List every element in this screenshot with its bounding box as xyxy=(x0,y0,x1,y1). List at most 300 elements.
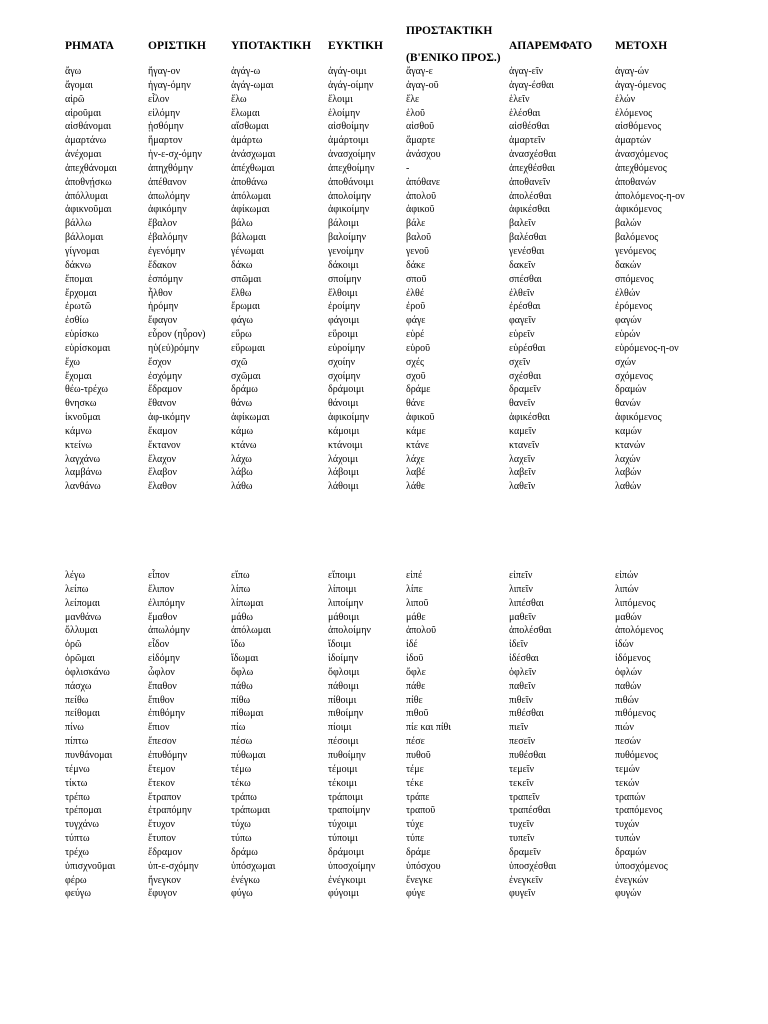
cell-participle: πυθόμενος xyxy=(615,749,658,761)
cell-indicative: ἔβαλον xyxy=(148,218,177,230)
cell-verb: εὑρίσκω xyxy=(65,329,99,341)
cell-infinitive: εἰπεῖν xyxy=(509,570,533,581)
cell-imperative: γενοῦ xyxy=(406,245,429,257)
cell-participle: εὑρόμενος-η-ον xyxy=(615,342,679,354)
cell-infinitive: καμεῖν xyxy=(509,425,536,437)
cell-indicative: ᾐσθόμην xyxy=(148,121,184,133)
cell-verb: πείθομαι xyxy=(65,708,101,720)
cell-imperative: φύγε xyxy=(406,888,426,900)
cell-indicative: ἐβαλόμην xyxy=(148,232,188,244)
cell-optative: ἰδοίμην xyxy=(328,653,359,665)
cell-subjunctive: ἀγάγ-ωμαι xyxy=(231,79,274,91)
cell-participle: δραμών xyxy=(615,384,647,396)
cell-imperative: ἑλοῦ xyxy=(406,107,425,119)
cell-optative: κάμοιμι xyxy=(328,425,360,437)
cell-indicative: ἔτυχον xyxy=(148,819,175,831)
cell-infinitive: ἀπολέσθαι xyxy=(509,190,552,202)
cell-verb: τέμνω xyxy=(65,763,90,775)
cell-imperative: ἰδοῦ xyxy=(406,653,424,665)
cell-participle: ὀφλών xyxy=(615,666,642,678)
cell-participle: ἀγαγ-ών xyxy=(615,66,649,77)
cell-subjunctive: πέσω xyxy=(231,736,253,748)
cell-indicative: εἶδον xyxy=(148,639,170,651)
cell-infinitive: εὑρεῖν xyxy=(509,329,535,341)
cell-infinitive: τυχεῖν xyxy=(509,819,534,831)
cell-imperative: λιποῦ xyxy=(406,597,429,609)
cell-verb: ὁρῶ xyxy=(65,639,82,651)
table-row xyxy=(0,383,768,397)
cell-indicative: ἔδακον xyxy=(148,259,177,271)
cell-subjunctive: φάγω xyxy=(231,315,254,327)
cell-infinitive: ἀπολέσθαι xyxy=(509,625,552,637)
cell-subjunctive: τύχω xyxy=(231,819,251,831)
table-row xyxy=(0,176,768,190)
cell-subjunctive: τράπω xyxy=(231,791,257,803)
cell-imperative: πιθοῦ xyxy=(406,708,429,720)
cell-optative: βάλοιμι xyxy=(328,218,359,230)
cell-subjunctive: ἕλω xyxy=(231,93,247,105)
cell-indicative: ἔλαβον xyxy=(148,467,177,479)
cell-infinitive: ὀφλεῖν xyxy=(509,666,537,678)
cell-optative: ἀφικοίμην xyxy=(328,412,370,424)
cell-imperative: τέκε xyxy=(406,777,424,789)
cell-verb: τρέπομαι xyxy=(65,805,102,817)
cell-verb: αἰσθάνομαι xyxy=(65,121,112,133)
cell-subjunctive: δάκω xyxy=(231,259,253,271)
cell-indicative: ἦλθον xyxy=(148,287,173,299)
cell-verb: τρέχω xyxy=(65,846,90,858)
cell-participle: ἐρόμενος xyxy=(615,301,653,313)
table-row xyxy=(0,93,768,107)
table-row xyxy=(0,707,768,721)
cell-verb: τρέπω xyxy=(65,791,90,803)
cell-infinitive: βαλέσθαι xyxy=(509,232,547,244)
table-row xyxy=(0,231,768,245)
cell-participle: τυχών xyxy=(615,819,640,831)
cell-infinitive: τραπέσθαι xyxy=(509,805,551,817)
cell-verb: αἱροῦμαι xyxy=(65,107,102,119)
table-row xyxy=(0,370,768,384)
cell-subjunctive: πύθωμαι xyxy=(231,749,266,761)
table-row xyxy=(0,466,768,480)
cell-subjunctive: ὑπόσχωμαι xyxy=(231,860,276,872)
table-row xyxy=(0,79,768,93)
cell-optative: ἴδοιμι xyxy=(328,639,352,651)
cell-indicative: ἠν-ε-σχ-όμην xyxy=(148,149,202,161)
cell-infinitive: ἰδέσθαι xyxy=(509,653,539,665)
cell-optative: τέμοιμι xyxy=(328,763,358,775)
cell-verb: ἀπεχθάνομαι xyxy=(65,162,117,174)
cell-optative: λιποίμην xyxy=(328,597,364,609)
table-row xyxy=(0,107,768,121)
cell-subjunctive: πάθω xyxy=(231,680,253,692)
cell-imperative: βαλοῦ xyxy=(406,232,432,244)
cell-verb: αἱρῶ xyxy=(65,93,85,105)
cell-infinitive: ἀπεχθέσθαι xyxy=(509,162,556,174)
cell-participle: σχόμενος xyxy=(615,370,653,382)
cell-participle: δραμών xyxy=(615,846,647,858)
cell-subjunctive: γένωμαι xyxy=(231,245,265,257)
table-row xyxy=(0,860,768,874)
cell-participle: ἀπολόμενος xyxy=(615,625,664,637)
cell-subjunctive: ἁμάρτω xyxy=(231,135,263,147)
table-row xyxy=(0,65,768,79)
cell-indicative: ἐπυθόμην xyxy=(148,749,188,761)
cell-verb: λαγχάνω xyxy=(65,453,101,465)
cell-participle: κτανών xyxy=(615,439,645,451)
cell-imperative: θάνε xyxy=(406,398,425,410)
cell-subjunctive: δράμω xyxy=(231,384,258,396)
cell-imperative: εὑροῦ xyxy=(406,342,431,354)
cell-participle: εὑρών xyxy=(615,329,641,341)
cell-optative: ἐροίμην xyxy=(328,301,360,313)
cell-participle: αἰσθόμενος xyxy=(615,121,662,133)
cell-optative: ἐνέγκοιμι xyxy=(328,874,366,886)
header-imperative-note: (Β'ΕΝΙΚΟ ΠΡΟΣ.) xyxy=(406,52,501,64)
cell-participle: τραπόμενος xyxy=(615,805,663,817)
cell-participle: ἀπεχθόμενος xyxy=(615,162,667,174)
cell-indicative: ηὑ(εὑ)ρόμην xyxy=(148,342,200,354)
cell-imperative: σχοῦ xyxy=(406,370,426,382)
cell-imperative: ὄφλε xyxy=(406,666,426,678)
cell-infinitive: ἐρέσθαι xyxy=(509,301,541,313)
cell-participle: πιών xyxy=(615,722,634,734)
cell-imperative: ὑπόσχου xyxy=(406,860,441,872)
cell-infinitive: κτανεῖν xyxy=(509,439,540,451)
cell-participle: λαβών xyxy=(615,467,642,479)
cell-optative: ἀγάγ-οιμι xyxy=(328,66,367,77)
cell-imperative: ἀπόθανε xyxy=(406,176,441,188)
cell-verb: ἄγω xyxy=(65,66,82,77)
cell-imperative: μάθε xyxy=(406,611,426,623)
cell-imperative: ἄγαγ-ε xyxy=(406,66,433,77)
cell-optative: ἑλοίμην xyxy=(328,107,360,119)
cell-indicative: ἐτραπόμην xyxy=(148,805,192,817)
table-row xyxy=(0,874,768,888)
cell-infinitive: τεμεῖν xyxy=(509,763,534,775)
cell-optative: πίοιμι xyxy=(328,722,352,734)
table-row xyxy=(0,749,768,763)
cell-subjunctive: ἀπέχθωμαι xyxy=(231,162,275,174)
cell-imperative: πυθοῦ xyxy=(406,749,431,761)
cell-subjunctive: φύγω xyxy=(231,888,253,900)
cell-indicative: ὑπ-ε-σχόμην xyxy=(148,860,199,872)
cell-infinitive: θανεῖν xyxy=(509,398,535,410)
cell-indicative: ἔτεκον xyxy=(148,777,175,789)
cell-participle: σπόμενος xyxy=(615,273,654,285)
cell-indicative: ἔπιθον xyxy=(148,694,175,706)
cell-imperative: σχές xyxy=(406,356,424,368)
cell-optative: ἀφικοίμην xyxy=(328,204,370,216)
table-row xyxy=(0,203,768,217)
cell-subjunctive: λίπω xyxy=(231,583,251,595)
cell-imperative: ἰδέ xyxy=(406,639,418,651)
cell-participle: ἐνεγκών xyxy=(615,874,649,886)
table-row xyxy=(0,832,768,846)
cell-optative: σχοίην xyxy=(328,356,356,368)
cell-optative: πέσοιμι xyxy=(328,736,359,748)
cell-infinitive: γενέσθαι xyxy=(509,245,545,257)
cell-subjunctive: μάθω xyxy=(231,611,253,623)
cell-verb: θέω-τρέχω xyxy=(65,384,108,396)
cell-verb: πάσχω xyxy=(65,680,92,692)
cell-indicative: ἔθανον xyxy=(148,398,177,410)
table-row xyxy=(0,342,768,356)
cell-optative: θάνοιμι xyxy=(328,398,359,410)
cell-verb: βάλλω xyxy=(65,218,92,230)
cell-subjunctive: πίθωμαι xyxy=(231,708,264,720)
cell-infinitive: λιπέσθαι xyxy=(509,597,544,609)
cell-infinitive: ἑλέσθαι xyxy=(509,107,541,119)
cell-verb: ἔρχομαι xyxy=(65,287,97,299)
cell-subjunctive: ἀποθάνω xyxy=(231,176,268,188)
cell-optative: τραποίμην xyxy=(328,805,371,817)
cell-optative: τύποιμι xyxy=(328,833,358,845)
cell-imperative: ἔνεγκε xyxy=(406,874,433,886)
cell-verb: τίκτω xyxy=(65,777,88,789)
cell-participle: ἰδών xyxy=(615,639,634,651)
cell-subjunctive: ἐνέγκω xyxy=(231,874,260,886)
cell-indicative: ἔδραμον xyxy=(148,846,183,858)
cell-indicative: ἔσχον xyxy=(148,356,172,368)
cell-verb: λανθάνω xyxy=(65,481,101,493)
cell-infinitive: πυθέσθαι xyxy=(509,749,547,761)
cell-participle: θανών xyxy=(615,398,641,410)
cell-optative: ἀγάγ-οίμην xyxy=(328,79,374,91)
cell-subjunctive: λίπωμαι xyxy=(231,597,264,609)
cell-participle: ἑλόμενος xyxy=(615,107,653,119)
cell-infinitive: ἰδεῖν xyxy=(509,639,528,651)
table-row xyxy=(0,624,768,638)
cell-optative: λίποιμι xyxy=(328,583,357,595)
cell-indicative: ἐγενόμην xyxy=(148,245,186,257)
cell-verb: κάμνω xyxy=(65,425,92,437)
cell-verb: ἐρωτῶ xyxy=(65,301,92,313)
cell-indicative: ἔκαμον xyxy=(148,425,178,437)
cell-infinitive: φαγεῖν xyxy=(509,315,536,327)
cell-infinitive: τραπεῖν xyxy=(509,791,540,803)
table-row xyxy=(0,777,768,791)
cell-verb: λείπω xyxy=(65,583,89,595)
cell-verb: ἔχομαι xyxy=(65,370,92,382)
cell-subjunctive: ἴδωμαι xyxy=(231,653,259,665)
cell-imperative: βάλε xyxy=(406,218,426,230)
cell-imperative: τραποῦ xyxy=(406,805,436,817)
cell-participle: λιπόμενος xyxy=(615,597,656,609)
table-row xyxy=(0,425,768,439)
cell-verb: ἄγομαι xyxy=(65,79,93,91)
cell-infinitive: λιπεῖν xyxy=(509,583,533,595)
cell-verb: ὀφλισκάνω xyxy=(65,666,110,678)
cell-indicative: εὗρον (ηὗρον) xyxy=(148,329,206,341)
cell-infinitive: τεκεῖν xyxy=(509,777,534,789)
cell-subjunctive: τέμω xyxy=(231,763,252,775)
cell-optative: ὄφλοιμι xyxy=(328,666,360,678)
cell-infinitive: πεσεῖν xyxy=(509,736,536,748)
cell-infinitive: φυγεῖν xyxy=(509,888,536,900)
cell-subjunctive: σχῶμαι xyxy=(231,370,261,382)
cell-participle: λαθών xyxy=(615,481,641,493)
cell-optative: ἀπολοίμην xyxy=(328,625,371,637)
cell-indicative: ἔκτανον xyxy=(148,439,181,451)
cell-participle: φαγών xyxy=(615,315,642,327)
cell-participle: ἁμαρτών xyxy=(615,135,651,147)
cell-subjunctive: δράμω xyxy=(231,846,258,858)
table-row xyxy=(0,328,768,342)
cell-subjunctive: σπῶμαι xyxy=(231,273,262,285)
cell-subjunctive: εὕρω xyxy=(231,329,252,341)
cell-participle: εἰπών xyxy=(615,570,639,581)
cell-infinitive: ὑποσχέσθαι xyxy=(509,860,557,872)
cell-imperative: λάχε xyxy=(406,453,425,465)
cell-verb: ἀποθνῄσκω xyxy=(65,176,112,188)
cell-optative: φύγοιμι xyxy=(328,888,359,900)
cell-optative: ὑποσχοίμην xyxy=(328,860,376,872)
cell-optative: δράμοιμι xyxy=(328,384,365,396)
cell-optative: ἔλθοιμι xyxy=(328,287,358,299)
cell-optative: αἰσθοίμην xyxy=(328,121,369,133)
cell-participle: ἀφικόμενος xyxy=(615,204,662,216)
cell-imperative: σποῦ xyxy=(406,273,427,285)
cell-verb: ἀπόλλυμαι xyxy=(65,190,109,202)
cell-participle: ἑλών xyxy=(615,93,636,105)
header-infinitive: ΑΠΑΡΕΜΦΑΤΟ xyxy=(509,40,593,52)
cell-imperative: δάκε xyxy=(406,259,426,271)
cell-imperative: τύπε xyxy=(406,833,425,845)
cell-indicative: ἐσχόμην xyxy=(148,370,182,382)
table-row xyxy=(0,217,768,231)
cell-infinitive: ἀνασχέσθαι xyxy=(509,149,557,161)
cell-verb: μανθάνω xyxy=(65,611,102,623)
cell-imperative: - xyxy=(406,162,410,174)
cell-imperative: ἅμαρτε xyxy=(406,135,436,147)
cell-subjunctive: εὕρωμαι xyxy=(231,342,266,354)
cell-imperative: λάθε xyxy=(406,481,426,493)
cell-imperative: κάμε xyxy=(406,425,426,437)
cell-participle: φυγών xyxy=(615,888,642,900)
cell-participle: λαχών xyxy=(615,453,641,465)
cell-participle: μαθών xyxy=(615,611,642,623)
cell-optative: πιθοίμην xyxy=(328,708,364,720)
cell-infinitive: παθεῖν xyxy=(509,680,536,692)
cell-indicative: εἰδόμην xyxy=(148,653,180,665)
cell-infinitive: πιεῖν xyxy=(509,722,529,734)
cell-indicative: ἔλαθον xyxy=(148,481,177,493)
cell-verb: ἱκνοῦμαι xyxy=(65,412,101,424)
cell-participle: βαλών xyxy=(615,218,642,230)
cell-indicative: ἀπέθανον xyxy=(148,176,187,188)
table-row xyxy=(0,846,768,860)
cell-indicative: ἤνεγκον xyxy=(148,874,181,886)
table-row xyxy=(0,680,768,694)
cell-indicative: ἐλιπόμην xyxy=(148,597,185,609)
cell-infinitive: βαλεῖν xyxy=(509,218,536,230)
cell-subjunctive: λάβω xyxy=(231,467,253,479)
cell-imperative: τράπε xyxy=(406,791,430,803)
cell-imperative: δράμε xyxy=(406,846,431,858)
table-row xyxy=(0,763,768,777)
cell-indicative: ἀφικόμην xyxy=(148,204,187,216)
cell-infinitive: ἀφικέσθαι xyxy=(509,204,551,216)
cell-participle: πεσών xyxy=(615,736,641,748)
cell-participle: καμών xyxy=(615,425,642,437)
cell-verb: θνησκω xyxy=(65,398,97,410)
cell-optative: λάχοιμι xyxy=(328,453,359,465)
cell-verb: φέρω xyxy=(65,874,87,886)
cell-verb: πίνω xyxy=(65,722,84,734)
cell-optative: ἀποθάνοιμι xyxy=(328,176,374,188)
cell-optative: πυθοίμην xyxy=(328,749,366,761)
cell-verb: δάκνω xyxy=(65,259,92,271)
cell-imperative: ἀφικοῦ xyxy=(406,204,435,216)
cell-subjunctive: βάλω xyxy=(231,218,253,230)
cell-imperative: εὑρέ xyxy=(406,329,425,341)
cell-imperative: λαβέ xyxy=(406,467,426,479)
table-row xyxy=(0,887,768,901)
cell-subjunctive: πίω xyxy=(231,722,246,734)
cell-verb: τύπτω xyxy=(65,833,90,845)
cell-verb: λαμβάνω xyxy=(65,467,102,479)
cell-optative: γενοίμην xyxy=(328,245,364,257)
header-subjunctive: ΥΠΟΤΑΚΤΙΚΗ xyxy=(231,40,312,52)
cell-indicative: ἠγαγ-όμην xyxy=(148,79,191,91)
table-row xyxy=(0,818,768,832)
cell-subjunctive: ἀφίκωμαι xyxy=(231,204,270,216)
cell-imperative: αἰσθοῦ xyxy=(406,121,435,133)
cell-imperative: δράμε xyxy=(406,384,431,396)
cell-participle: ἀφικόμενος xyxy=(615,412,662,424)
cell-participle: ἀπολόμενος-η-ον xyxy=(615,190,685,202)
cell-verb: ἔχω xyxy=(65,356,80,368)
cell-indicative: ἐπιθόμην xyxy=(148,708,185,720)
cell-verb: πυνθάνομαι xyxy=(65,749,113,761)
cell-participle: ἐλθών xyxy=(615,287,640,299)
cell-optative: πίθοιμι xyxy=(328,694,357,706)
cell-indicative: ἔτραπον xyxy=(148,791,182,803)
header-optative: ΕΥΚΤΙΚΗ xyxy=(328,40,383,52)
cell-infinitive: λαθεῖν xyxy=(509,481,536,493)
cell-participle: γενόμενος xyxy=(615,245,657,257)
cell-infinitive: σχεῖν xyxy=(509,356,531,368)
cell-subjunctive: ἀφίκωμαι xyxy=(231,412,270,424)
table-row xyxy=(0,314,768,328)
cell-optative: κτάνοιμι xyxy=(328,439,363,451)
cell-verb: λέγω xyxy=(65,570,86,581)
cell-subjunctive: τράπωμαι xyxy=(231,805,271,817)
table-row xyxy=(0,273,768,287)
cell-optative: εἴποιμι xyxy=(328,570,356,581)
cell-verb: πείθω xyxy=(65,694,89,706)
cell-infinitive: σπέσθαι xyxy=(509,273,542,285)
cell-imperative: πίθε xyxy=(406,694,423,706)
cell-verb: ἕπομαι xyxy=(65,273,93,285)
cell-optative: ἁμάρτοιμι xyxy=(328,135,369,147)
cell-indicative: ἤγαγ-ον xyxy=(148,66,181,77)
cell-optative: εὑροίμην xyxy=(328,342,365,354)
cell-verb: κτείνω xyxy=(65,439,93,451)
cell-indicative: ἀπωλόμην xyxy=(148,190,190,202)
cell-verb: ἁμαρτάνω xyxy=(65,135,107,147)
table-row xyxy=(0,791,768,805)
cell-imperative: φάγε xyxy=(406,315,426,327)
cell-participle: παθών xyxy=(615,680,642,692)
cell-indicative: ἔδραμον xyxy=(148,384,183,396)
cell-indicative: ὦφλον xyxy=(148,666,175,678)
table-row xyxy=(0,190,768,204)
cell-imperative: ἀνάσχου xyxy=(406,149,441,161)
cell-verb: γίγνομαι xyxy=(65,245,100,257)
cell-imperative: ἕλε xyxy=(406,93,420,105)
